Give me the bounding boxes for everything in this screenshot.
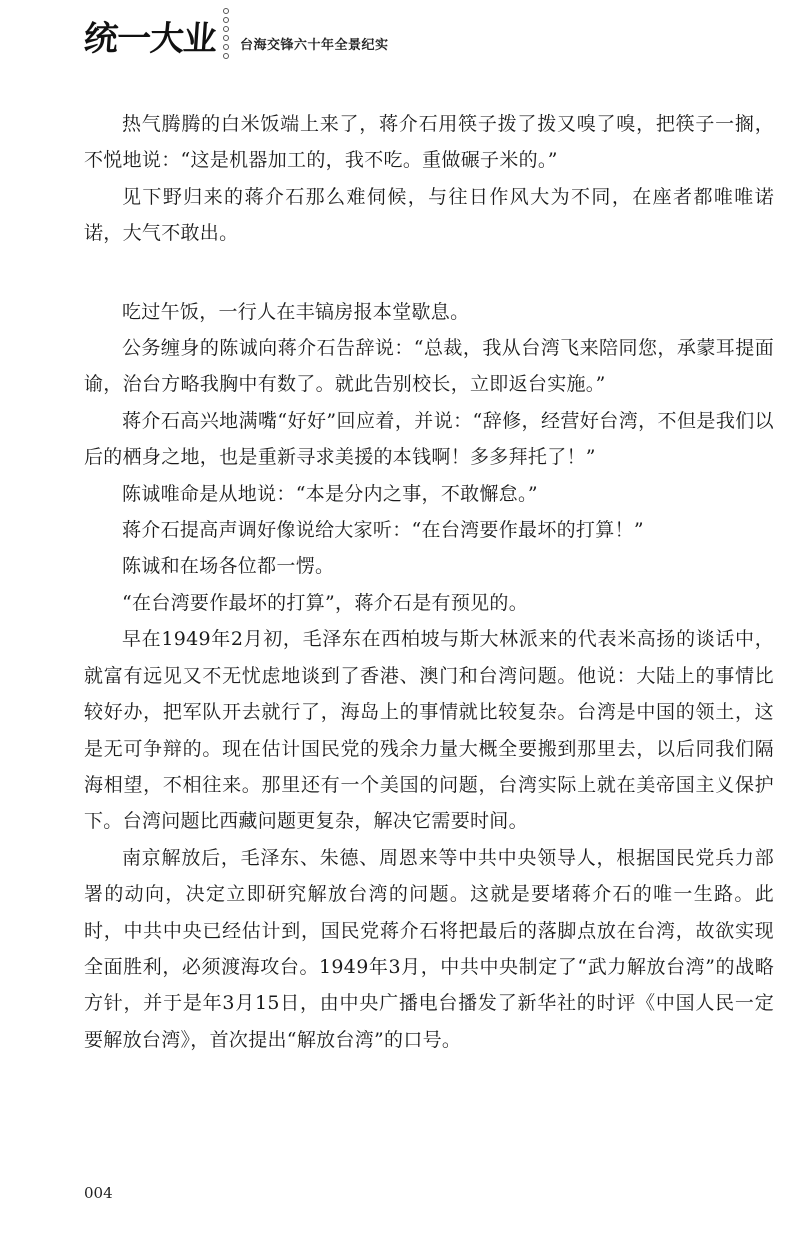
book-brand-title: 统一大业 (82, 19, 218, 59)
paragraph: 陈诚和在场各位都一愣。 (122, 555, 335, 578)
paragraph: 蒋介石提高声调好像说给大家听：“在台湾要作最坏的打算！” (122, 519, 644, 542)
paragraph: 南京解放后，毛泽东、朱德、周恩来等中共中央领导人，根据国民党兵力部署的动向，决定立即研究解放台湾的问题。这就是要堵蒋介石的唯一生路。此时，中共中央已经估计到，国民党蒋介石将把最后的落脚点放在台湾，故欲实现全面胜利，必须渡海攻台。1949年3月，中共中央制定了“武力解放台湾”的战略方针，并于是年3月15日，由中央广播电台播发了新华社的时评《中国人民一定要解放台湾》，首次提出“解放台湾”的口号。 (84, 846, 774, 1051)
page-number: 004 (84, 1184, 113, 1202)
body-text (84, 106, 774, 1058)
dot-icon (223, 53, 229, 59)
running-header (0, 0, 800, 70)
header-dot-ornament (218, 8, 234, 60)
dot-icon (223, 44, 229, 50)
paragraph: 见下野归来的蒋介石那么难伺候，与往日作风大为不同，在座者都唯唯诺诺，大气不敢出。 (84, 185, 774, 245)
book-subtitle: 台海交锋六十年全景纪实 (240, 38, 389, 53)
dot-icon (223, 8, 229, 14)
section-break (84, 252, 774, 294)
paragraph: 早在1949年2月初，毛泽东在西柏坡与斯大林派来的代表米高扬的谈话中，就富有远见又不无忧虑地谈到了香港、澳门和台湾问题。他说：大陆上的事情比较好办，把军队开去就行了，海岛上的事情就比较复杂。台湾是中国的领土，这是无可争辩的。现在估计国民党的残余力量大概全要搬到那里去，以后同我们隔海相望，不相往来。那里还有一个美国的问题，台湾实际上就在美帝国主义保护下。台湾问题比西藏问题更复杂，解决它需要时间。 (84, 628, 774, 833)
paragraph: 公务缠身的陈诚向蒋介石告辞说：“总裁，我从台湾飞来陪同您，承蒙耳提面谕，治台方略我胸中有数了。就此告别校长，立即返台实施。” (84, 337, 774, 396)
paragraph: 蒋介石高兴地满嘴“好好”回应着，并说：“辞修，经营好台湾，不但是我们以后的栖身之地，也是重新寻求美援的本钱啊！多多拜托了！” (84, 409, 774, 469)
paragraph: 热气腾腾的白米饭端上来了，蒋介石用筷子拨了拨又嗅了嗅，把筷子一搁，不悦地说：“这是机器加工的，我不吃。重做碾子米的。” (84, 113, 774, 172)
paragraph: 吃过午饭，一行人在丰镐房报本堂歇息。 (122, 300, 470, 323)
paragraph: “在台湾要作最坏的打算”，蒋介石是有预见的。 (122, 591, 529, 614)
dot-icon (223, 17, 229, 23)
dot-icon (223, 35, 229, 41)
dot-icon (223, 26, 229, 32)
paragraph: 陈诚唯命是从地说：“本是分内之事，不敢懈怠。” (122, 482, 538, 505)
